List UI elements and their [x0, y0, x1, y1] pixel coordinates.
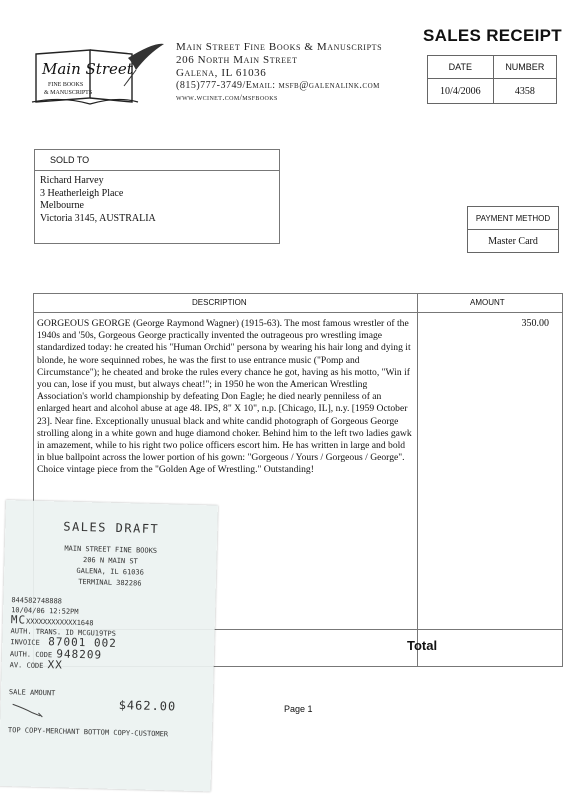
- payment-method-value: Master Card: [468, 230, 559, 253]
- slip-auth-code-label: AUTH. CODE: [9, 649, 53, 659]
- slip-datetime: 10/04/06 12:52PM: [11, 605, 79, 616]
- slip-copy-note: TOP COPY-MERCHANT BOTTOM COPY-CUSTOMER: [7, 726, 169, 739]
- slip-invoice-label: INVOICE: [10, 638, 40, 647]
- slip-av-code-label: AV. CODE: [9, 661, 44, 671]
- payment-method-table: [467, 206, 559, 253]
- slip-av-code: XX: [47, 658, 64, 672]
- sold-to-box: [34, 149, 280, 244]
- page-number: Page 1: [284, 704, 313, 714]
- sold-to-line: Victoria 3145, AUSTRALIA: [40, 212, 156, 224]
- slip-title: SALES DRAFT: [63, 519, 160, 537]
- date-label: DATE: [428, 56, 494, 79]
- description-header: DESCRIPTION: [192, 298, 247, 307]
- slip-sale-amount-label: SALE AMOUNT: [8, 688, 56, 698]
- slip-store-line: MAIN STREET FINE BOOKS: [64, 544, 158, 555]
- sold-to-line: Melbourne: [40, 200, 84, 211]
- receipt-meta-table: [427, 55, 557, 104]
- slip-store-info: [4, 542, 217, 592]
- sold-to-line: 3 Heatherleigh Place: [40, 187, 124, 199]
- store-phone-email: (815)777-3749/Email: msfb@galenalink.com: [176, 80, 380, 91]
- logo-sub2: & MANUSCRIPTS: [44, 90, 93, 96]
- slip-store-line: GALENA, IL 61036: [76, 566, 144, 577]
- slip-transaction-lines: [10, 596, 118, 673]
- sales-draft-slip: [0, 500, 218, 791]
- store-info: [176, 41, 406, 103]
- number-label: NUMBER: [493, 56, 556, 79]
- slip-auth-trans: AUTH. TRANS. ID MCGU19TPS: [10, 626, 117, 638]
- amount-header: AMOUNT: [470, 298, 505, 307]
- logo-sub1: FINE BOOKS: [48, 82, 84, 88]
- logo-text: Main Street: [42, 60, 133, 78]
- store-name: Main Street Fine Books & Manuscripts: [176, 41, 383, 53]
- slip-merchant-number: 844582748888: [11, 596, 63, 606]
- header-divider: [34, 312, 562, 313]
- store-logo: [28, 40, 166, 110]
- slip-auth-code: 948209: [56, 646, 103, 662]
- receipt-title: SALES RECEIPT: [423, 26, 562, 45]
- slip-store-line: 206 N MAIN ST: [82, 556, 138, 566]
- sold-to-line: Richard Harvey: [40, 175, 104, 186]
- item-amount: 350.00: [521, 318, 549, 329]
- column-divider: [417, 294, 418, 666]
- receipt-date: 10/4/2006: [428, 79, 494, 104]
- slip-card-prefix: MC: [10, 613, 27, 627]
- store-address: 206 North Main Street: [176, 54, 298, 66]
- item-description: GORGEOUS GEORGE (George Raymond Wagner) (1915-63). The most famous wrestler of the 1940s and '50s, Gorgeous George practically invented the outrageous pro wrestling image standardized today: he created his "Human Orchid" persona by wearing his hair long and dying it blonde, he wore sequinned robes, he was the first to use entrance music ("Pomp and Circumstance"); he cheated and broke the rules every chance he got, having as his motto, "Win if you can, lose if you must, but always cheat!"; in 1950 he won the American Wrestling Association's world championship by defeating Don Eagle; he died nearly penniless of an enlarged heart and alcohol abuse at age 48. IPS, 8" X 10", n.p. [Chicago, IL], n.y. [1959 October 23]. Near fine. Exceptionally unusual black and white candid photograph of Gorgeous George strolling along in a white gown and huge diamond choker. Behind him to the left two ladies gawk in amazement, while to his right two police officers escort him. He has written in large and bold in blue ballpoint across the lower portion of his gown: "Gorgeous / Yours / Gorgeous / George". Choice vintage piece from the "Golden Age of Wrestling." Outstanding!: [37, 318, 412, 476]
- slip-store-line: TERMINAL 382286: [78, 577, 142, 588]
- receipt-number: 4358: [493, 79, 556, 104]
- total-label: Total: [407, 638, 438, 653]
- slip-invoice: 87001 002: [48, 635, 118, 650]
- slip-sale-amount: $462.00: [118, 698, 177, 714]
- store-website: www.wcinet.com/msfbooks: [176, 93, 278, 102]
- slip-card-number: XXXXXXXXXXXX1648: [25, 617, 94, 628]
- signature-mark: [10, 700, 60, 719]
- sold-to-address: [35, 171, 279, 229]
- payment-method-label: PAYMENT METHOD: [468, 207, 559, 230]
- sold-to-label: SOLD TO: [35, 150, 279, 171]
- store-city: Galena, IL 61036: [176, 67, 267, 79]
